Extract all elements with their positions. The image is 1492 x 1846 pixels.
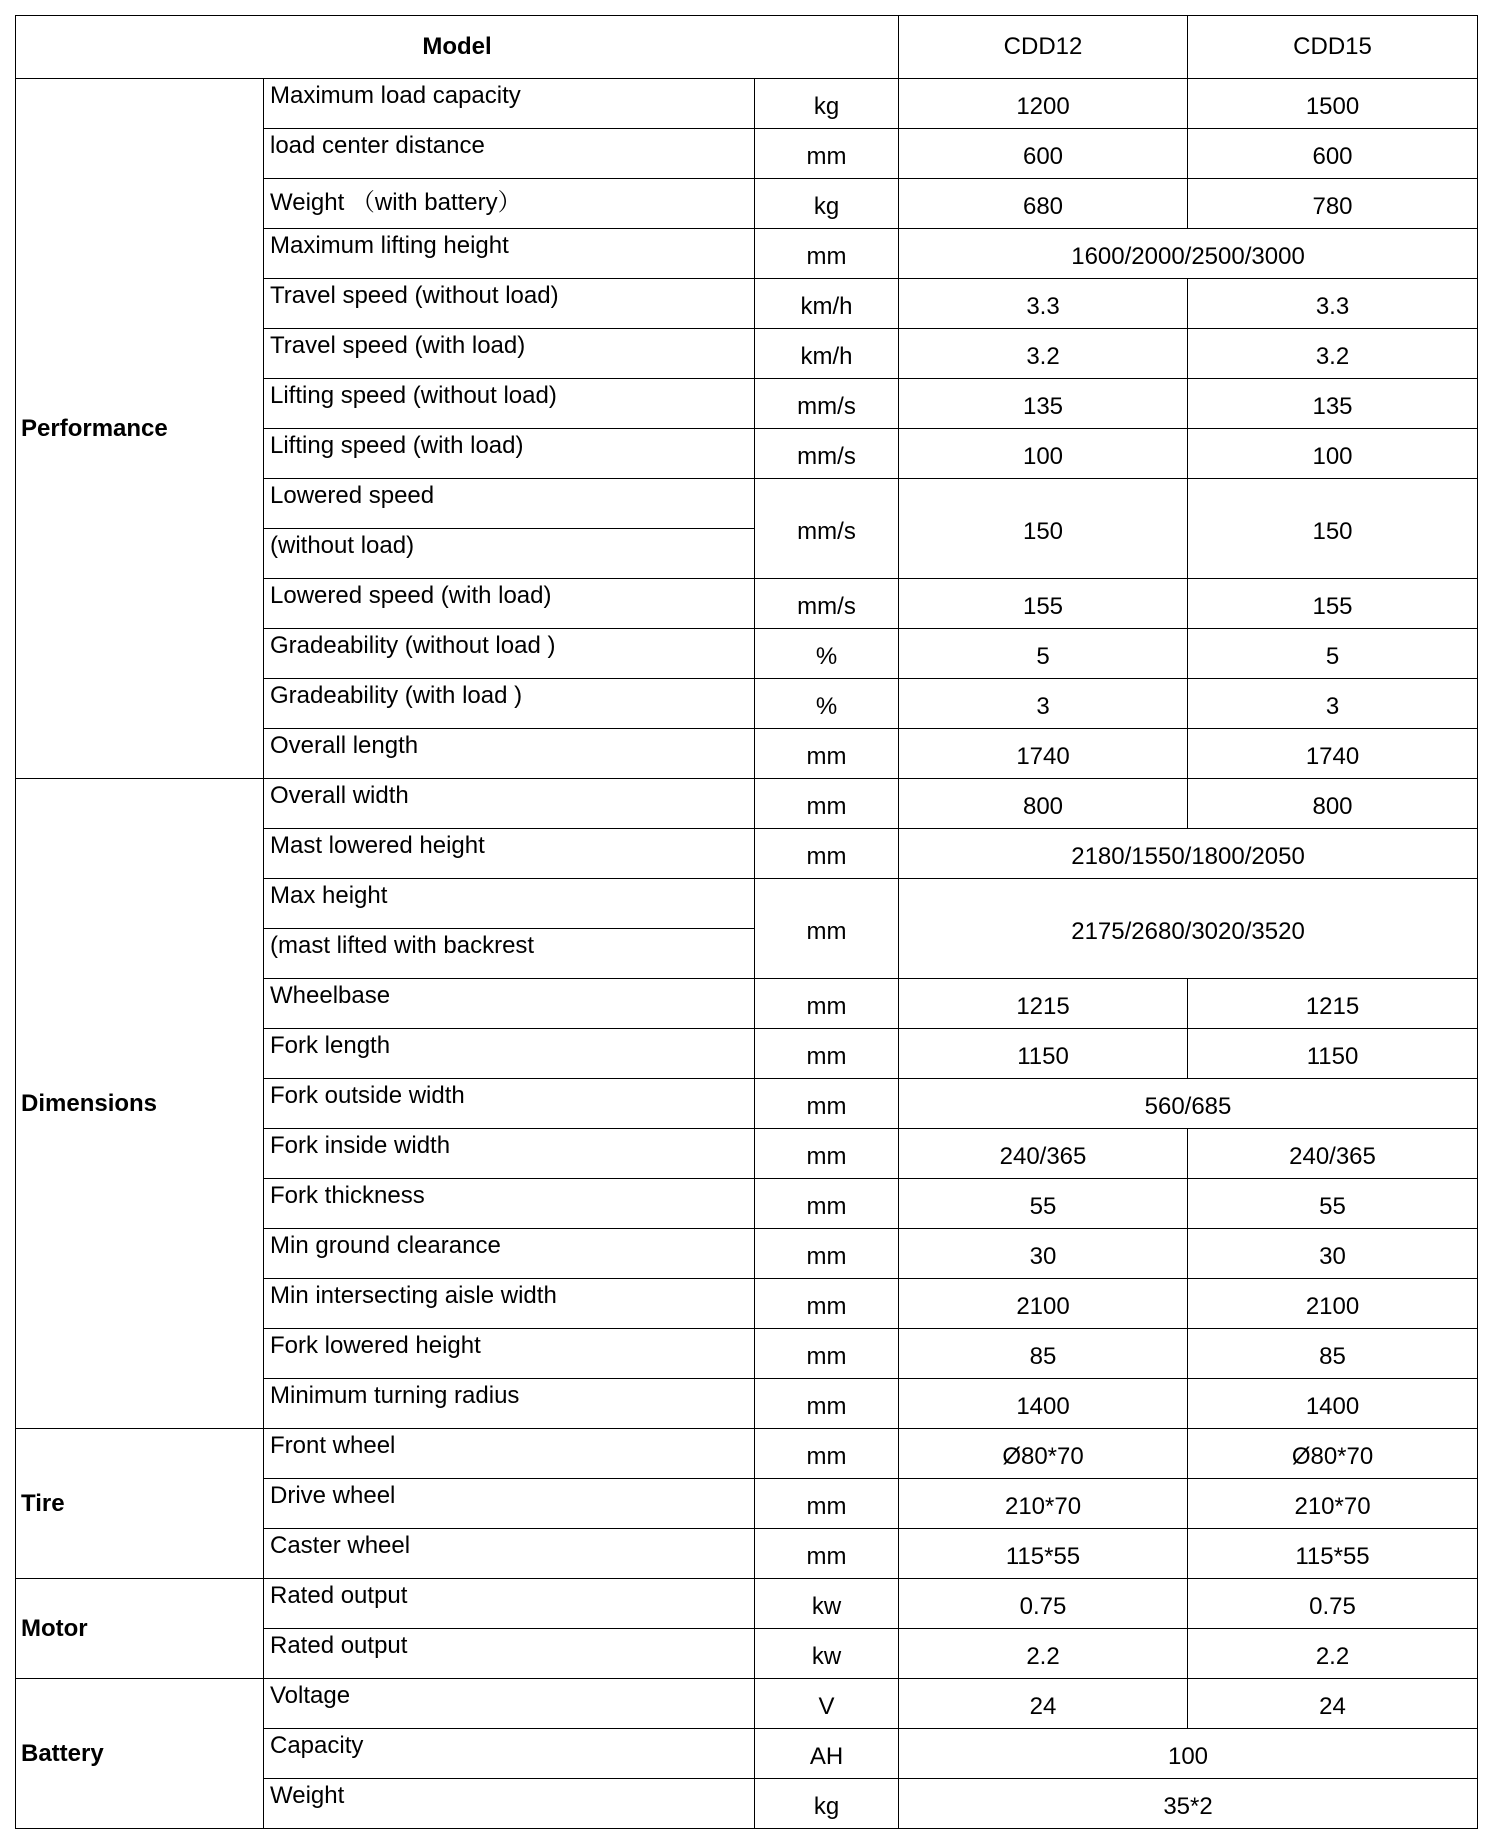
value-cdd12: 55	[899, 1179, 1188, 1229]
value-cdd15: 24	[1188, 1679, 1478, 1729]
value-cdd15: 800	[1188, 779, 1478, 829]
value-cdd12: 680	[899, 179, 1188, 229]
unit-cell: mm	[755, 1529, 899, 1579]
value-cdd15: 240/365	[1188, 1129, 1478, 1179]
value-cdd15: 1400	[1188, 1379, 1478, 1429]
parameter-name: Travel speed (without load)	[264, 279, 755, 329]
value-cdd12: 5	[899, 629, 1188, 679]
value-cdd15: 100	[1188, 429, 1478, 479]
parameter-name: Fork lowered height	[264, 1329, 755, 1379]
unit-cell: mm	[755, 1479, 899, 1529]
value-cdd12: 135	[899, 379, 1188, 429]
value-cdd15: 30	[1188, 1229, 1478, 1279]
parameter-name: Minimum turning radius	[264, 1379, 755, 1429]
value-cdd12: 3.2	[899, 329, 1188, 379]
unit-cell: mm	[755, 1179, 899, 1229]
unit-cell: mm/s	[755, 379, 899, 429]
spec-row	[16, 79, 1478, 129]
value-cdd12: 240/365	[899, 1129, 1188, 1179]
value-cdd12: 1150	[899, 1029, 1188, 1079]
parameter-name: load center distance	[264, 129, 755, 179]
value-cdd12: 1200	[899, 79, 1188, 129]
value-cdd12: 2100	[899, 1279, 1188, 1329]
parameter-name: Lifting speed (with load)	[264, 429, 755, 479]
value-cdd12: 1400	[899, 1379, 1188, 1429]
unit-cell: mm	[755, 779, 899, 829]
parameter-name: Gradeability (with load )	[264, 679, 755, 729]
parameter-name: Fork thickness	[264, 1179, 755, 1229]
section-label: Tire	[16, 1429, 264, 1579]
value-cdd12: 100	[899, 429, 1188, 479]
parameter-name: Maximum load capacity	[264, 79, 755, 129]
value-cdd12: 3	[899, 679, 1188, 729]
parameter-name: Lowered speed	[264, 479, 755, 529]
value-cdd15: 1215	[1188, 979, 1478, 1029]
value-cdd15: 5	[1188, 629, 1478, 679]
parameter-name: Lowered speed (with load)	[264, 579, 755, 629]
unit-cell: kw	[755, 1579, 899, 1629]
unit-cell: mm	[755, 879, 899, 979]
unit-cell: V	[755, 1679, 899, 1729]
unit-cell: mm	[755, 979, 899, 1029]
value-cdd15: 2100	[1188, 1279, 1478, 1329]
shared-value: 2180/1550/1800/2050	[899, 829, 1478, 879]
value-cdd15: 780	[1188, 179, 1478, 229]
unit-cell: mm	[755, 1329, 899, 1379]
unit-cell: mm	[755, 1379, 899, 1429]
spec-row	[16, 1579, 1478, 1629]
unit-cell: mm	[755, 129, 899, 179]
value-cdd12: 600	[899, 129, 1188, 179]
shared-value: 1600/2000/2500/3000	[899, 229, 1478, 279]
value-cdd15: Ø80*70	[1188, 1429, 1478, 1479]
parameter-name: Min intersecting aisle width	[264, 1279, 755, 1329]
unit-cell: mm	[755, 1029, 899, 1079]
parameter-name: Fork inside width	[264, 1129, 755, 1179]
unit-cell: %	[755, 629, 899, 679]
parameter-name: Drive wheel	[264, 1479, 755, 1529]
spec-table	[15, 15, 1478, 1829]
parameter-name: Gradeability (without load )	[264, 629, 755, 679]
parameter-name: Voltage	[264, 1679, 755, 1729]
section-label: Battery	[16, 1679, 264, 1829]
unit-cell: mm	[755, 829, 899, 879]
value-cdd12: 150	[899, 479, 1188, 579]
value-cdd15: 1740	[1188, 729, 1478, 779]
value-cdd15: 55	[1188, 1179, 1478, 1229]
unit-cell: kw	[755, 1629, 899, 1679]
value-cdd12: 0.75	[899, 1579, 1188, 1629]
value-cdd12: 2.2	[899, 1629, 1188, 1679]
value-cdd12: 155	[899, 579, 1188, 629]
parameter-name: Rated output	[264, 1629, 755, 1679]
value-cdd15: 1500	[1188, 79, 1478, 129]
value-cdd12: 30	[899, 1229, 1188, 1279]
unit-cell: mm	[755, 729, 899, 779]
shared-value: 2175/2680/3020/3520	[899, 879, 1478, 979]
unit-cell: kg	[755, 179, 899, 229]
value-cdd15: 1150	[1188, 1029, 1478, 1079]
value-cdd15: 85	[1188, 1329, 1478, 1379]
section-label: Dimensions	[16, 779, 264, 1429]
spec-table-body	[16, 16, 1478, 1829]
value-cdd12: 115*55	[899, 1529, 1188, 1579]
spec-row	[16, 1429, 1478, 1479]
parameter-name: Overall length	[264, 729, 755, 779]
unit-cell: mm	[755, 229, 899, 279]
section-label: Motor	[16, 1579, 264, 1679]
parameter-name: Fork length	[264, 1029, 755, 1079]
parameter-name: Overall width	[264, 779, 755, 829]
value-cdd15: 210*70	[1188, 1479, 1478, 1529]
unit-cell: mm	[755, 1129, 899, 1179]
value-cdd12: 3.3	[899, 279, 1188, 329]
unit-cell: mm	[755, 1079, 899, 1129]
parameter-name: (mast lifted with backrest	[264, 929, 755, 979]
value-cdd15: 135	[1188, 379, 1478, 429]
unit-cell: mm/s	[755, 479, 899, 579]
parameter-name: Weight	[264, 1779, 755, 1829]
parameter-name: (without load)	[264, 529, 755, 579]
parameter-name: Weight （with battery）	[264, 179, 755, 229]
value-cdd12: Ø80*70	[899, 1429, 1188, 1479]
section-label: Performance	[16, 79, 264, 779]
value-cdd15: 155	[1188, 579, 1478, 629]
model-label: Model	[16, 16, 899, 79]
parameter-name: Mast lowered height	[264, 829, 755, 879]
shared-value: 35*2	[899, 1779, 1478, 1829]
parameter-name: Rated output	[264, 1579, 755, 1629]
spec-row	[16, 779, 1478, 829]
unit-cell: kg	[755, 1779, 899, 1829]
shared-value: 100	[899, 1729, 1478, 1779]
parameter-name: Maximum lifting height	[264, 229, 755, 279]
model-cdd15: CDD15	[1188, 16, 1478, 79]
unit-cell: mm	[755, 1279, 899, 1329]
unit-cell: km/h	[755, 279, 899, 329]
parameter-name: Max height	[264, 879, 755, 929]
value-cdd12: 1740	[899, 729, 1188, 779]
parameter-name: Min ground clearance	[264, 1229, 755, 1279]
value-cdd15: 600	[1188, 129, 1478, 179]
value-cdd12: 24	[899, 1679, 1188, 1729]
value-cdd15: 3	[1188, 679, 1478, 729]
value-cdd12: 1215	[899, 979, 1188, 1029]
parameter-name: Fork outside width	[264, 1079, 755, 1129]
value-cdd15: 3.2	[1188, 329, 1478, 379]
spec-row	[16, 1679, 1478, 1729]
unit-cell: mm/s	[755, 579, 899, 629]
unit-cell: AH	[755, 1729, 899, 1779]
value-cdd12: 800	[899, 779, 1188, 829]
parameter-name: Lifting speed (without load)	[264, 379, 755, 429]
parameter-name: Caster wheel	[264, 1529, 755, 1579]
value-cdd15: 3.3	[1188, 279, 1478, 329]
value-cdd15: 0.75	[1188, 1579, 1478, 1629]
model-cdd12: CDD12	[899, 16, 1188, 79]
unit-cell: mm	[755, 1429, 899, 1479]
value-cdd12: 210*70	[899, 1479, 1188, 1529]
unit-cell: mm/s	[755, 429, 899, 479]
header-row	[16, 16, 1478, 79]
unit-cell: %	[755, 679, 899, 729]
value-cdd12: 85	[899, 1329, 1188, 1379]
shared-value: 560/685	[899, 1079, 1478, 1129]
parameter-name: Travel speed (with load)	[264, 329, 755, 379]
unit-cell: kg	[755, 79, 899, 129]
parameter-name: Capacity	[264, 1729, 755, 1779]
unit-cell: mm	[755, 1229, 899, 1279]
value-cdd15: 150	[1188, 479, 1478, 579]
value-cdd15: 2.2	[1188, 1629, 1478, 1679]
value-cdd15: 115*55	[1188, 1529, 1478, 1579]
unit-cell: km/h	[755, 329, 899, 379]
parameter-name: Front wheel	[264, 1429, 755, 1479]
parameter-name: Wheelbase	[264, 979, 755, 1029]
